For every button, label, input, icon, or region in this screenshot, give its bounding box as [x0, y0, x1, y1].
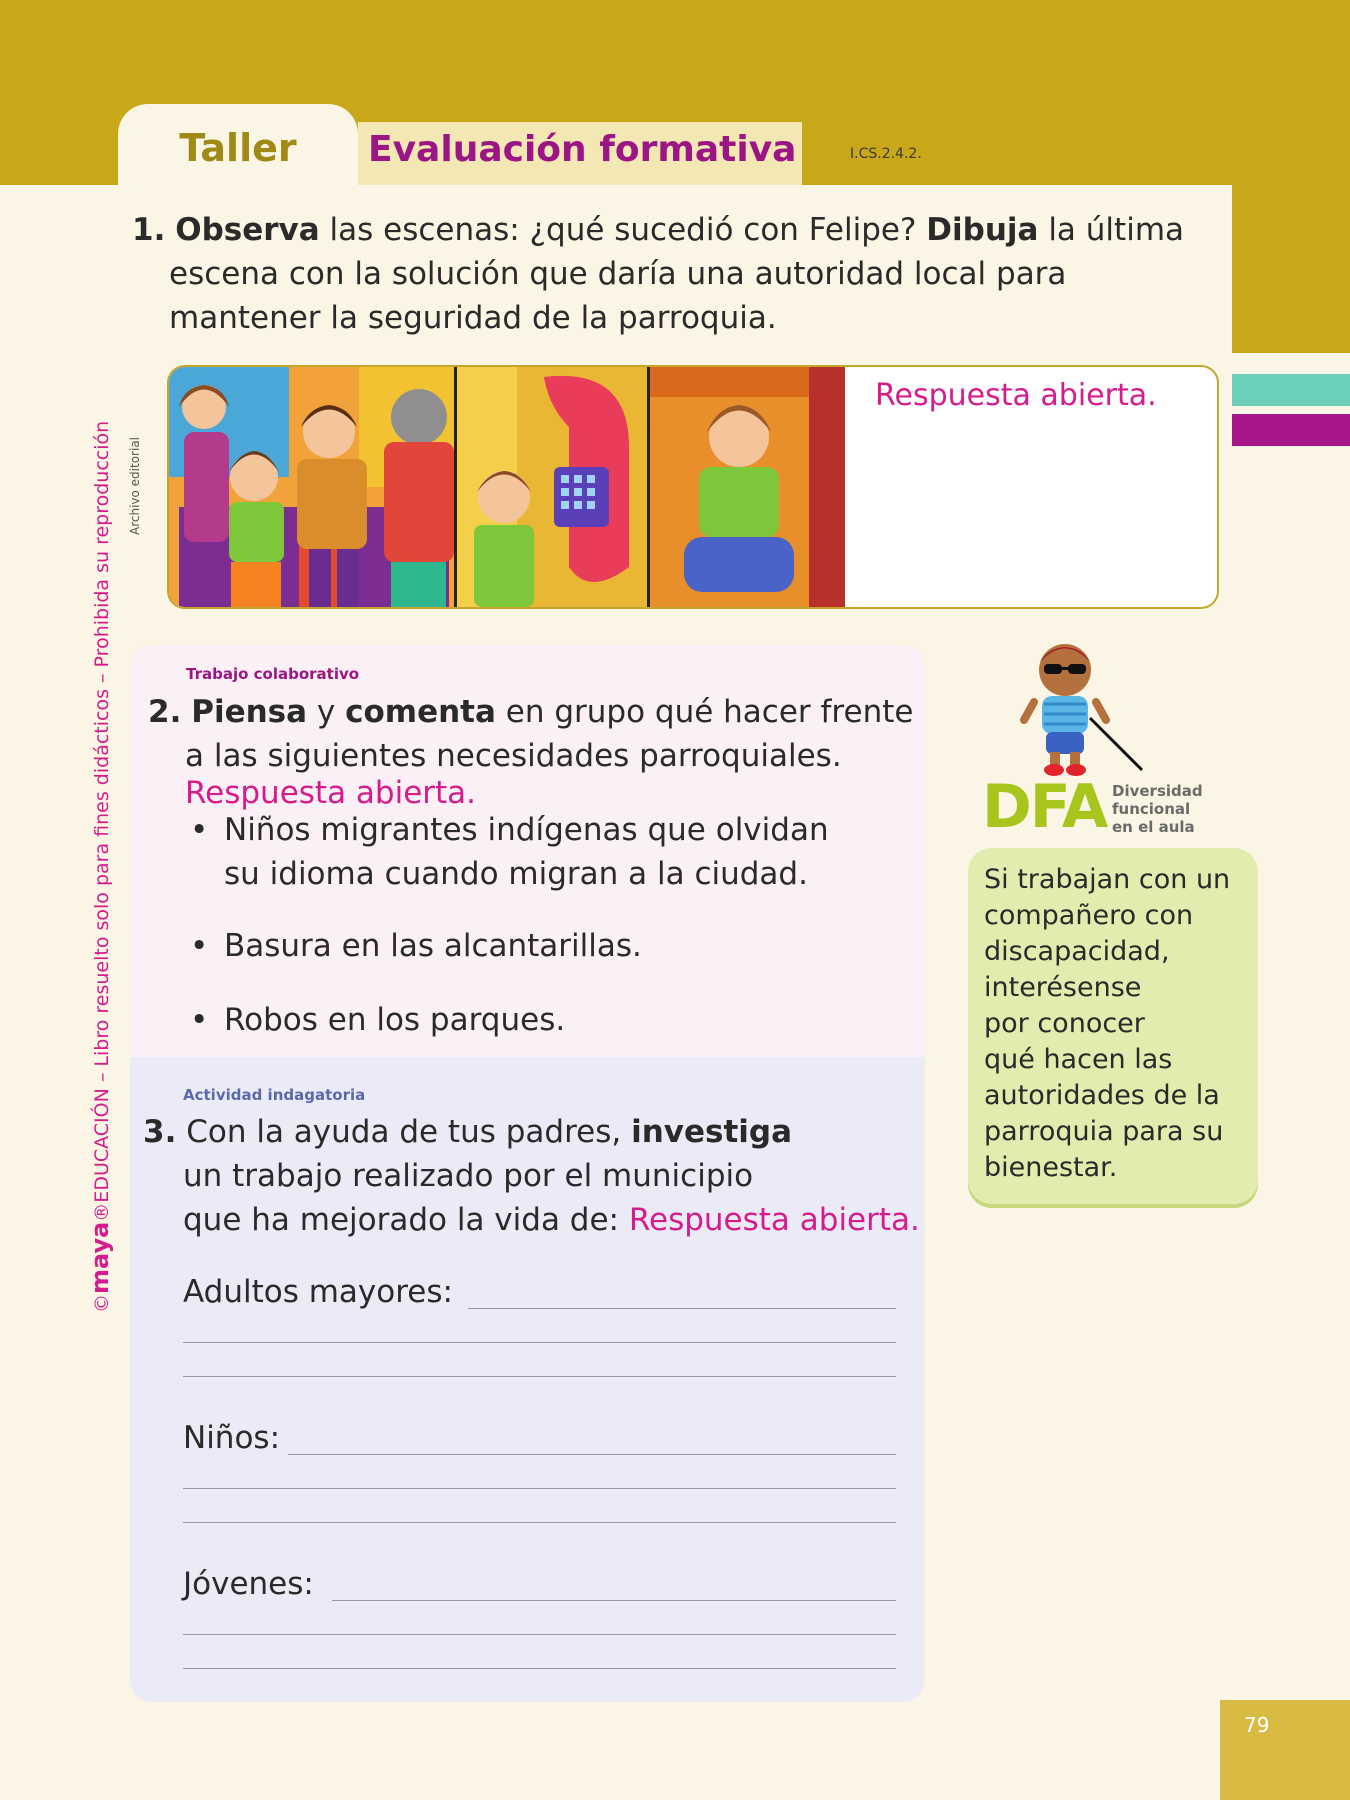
dfa-sub-line: en el aula: [1112, 818, 1195, 836]
dfa-line: Si trabajan con un: [984, 864, 1231, 895]
bullet-item: [190, 924, 890, 968]
answer-line[interactable]: [183, 1342, 896, 1343]
tag-trabajo-colaborativo: Trabajo colaborativo: [186, 665, 360, 683]
dfa-line: por conocer: [984, 1008, 1145, 1039]
dfa-line: qué hacen las: [984, 1044, 1173, 1075]
answer-line[interactable]: [183, 1522, 896, 1523]
q3-text: Con la ayuda de tus padres,: [186, 1114, 632, 1150]
q1-text: las escenas: ¿qué sucedió con Felipe?: [319, 212, 927, 248]
comic-strip-illustration: [167, 365, 851, 609]
verb-piensa: Piensa: [191, 694, 308, 730]
skill-code: I.CS.2.4.2.: [850, 146, 922, 162]
question-number: 3.: [143, 1114, 177, 1150]
dfa-line: compañero con: [984, 900, 1194, 931]
brand-logo-text: maya: [86, 1221, 114, 1294]
open-answer: Respuesta abierta.: [628, 1202, 920, 1238]
verb-dibuja: Dibuja: [926, 212, 1039, 248]
bullet-text: Niños migrantes indígenas que olvidan: [224, 812, 829, 848]
dfa-line: interésense: [984, 972, 1142, 1003]
copyright-text: ®EDUCACIÓN – Libro resuelto solo para fines didácticos – Prohibida su reproducción: [91, 420, 113, 1222]
blind-child-icon: [1010, 640, 1160, 785]
dfa-line: discapacidad,: [984, 936, 1170, 967]
copyright-symbol: ©: [91, 1294, 113, 1313]
answer-line[interactable]: [183, 1376, 896, 1377]
blind-child-illustration: [1010, 640, 1160, 789]
answer-line[interactable]: [332, 1600, 896, 1601]
dfa-sub-line: funcional: [1112, 800, 1191, 818]
teal-tab: [1232, 374, 1350, 406]
verb-observa: Observa: [175, 212, 320, 248]
dfa-subtitle: [1112, 782, 1203, 836]
q2-text: y: [307, 694, 346, 730]
field-label-adultos: Adultos mayores:: [183, 1274, 453, 1310]
bullet-text: Basura en las alcantarillas.: [224, 928, 642, 964]
page-title: Evaluación formativa: [368, 129, 797, 170]
bullet-text: Robos en los parques.: [224, 1002, 566, 1038]
verb-investiga: investiga: [631, 1114, 793, 1150]
right-side-band: [1232, 185, 1350, 353]
q3-line-2: un trabajo realizado por el municipio: [183, 1158, 754, 1194]
magenta-tab: [1232, 414, 1350, 446]
q1-line-2: escena con la solución que daría una autoridad local para: [169, 256, 1067, 292]
answer-line[interactable]: [183, 1634, 896, 1635]
dfa-line: bienestar.: [984, 1152, 1118, 1183]
bullet-item: [190, 808, 890, 896]
dfa-logo: DFA: [982, 772, 1107, 842]
dfa-note-text: [984, 862, 1254, 1186]
q1-line-3: mantener la seguridad de la parroquia.: [169, 300, 777, 336]
tag-actividad-indagatoria: Actividad indagatoria: [183, 1086, 366, 1104]
page-number: 79: [1244, 1713, 1270, 1737]
question-3: [143, 1110, 933, 1242]
bullet-icon: •: [190, 1002, 209, 1038]
page-number-box: [1220, 1700, 1350, 1800]
verb-comenta: comenta: [345, 694, 496, 730]
open-answer: Respuesta abierta.: [875, 378, 1157, 413]
dfa-line: autoridades de la: [984, 1080, 1220, 1111]
q2-line-2: a las siguientes necesidades parroquiales.: [185, 738, 842, 774]
comic-strip-svg: [169, 367, 849, 607]
question-2: [148, 690, 918, 811]
dfa-line: parroquia para su: [984, 1116, 1224, 1147]
answer-line[interactable]: [183, 1488, 896, 1489]
question-1: [132, 208, 1192, 340]
question-number: 2.: [148, 694, 182, 730]
answer-line[interactable]: [288, 1454, 896, 1455]
answer-line[interactable]: [468, 1308, 896, 1309]
dfa-sub-line: Diversidad: [1112, 782, 1203, 800]
taller-label: Taller: [179, 126, 297, 170]
bullet-item: [190, 998, 890, 1042]
open-answer: Respuesta abierta.: [185, 775, 477, 811]
field-label-ninos: Niños:: [183, 1420, 281, 1456]
field-label-jovenes: Jóvenes:: [183, 1566, 314, 1602]
answer-line[interactable]: [183, 1668, 896, 1669]
q2-text-end: en grupo qué hacer frente: [495, 694, 914, 730]
image-credit: Archivo editorial: [128, 436, 142, 535]
bullet-text-cont: su idioma cuando migran a la ciudad.: [224, 856, 808, 892]
question-number: 1.: [132, 212, 166, 248]
q1-text-end: la última: [1038, 212, 1185, 248]
bullet-icon: •: [190, 812, 209, 848]
copyright-notice: [86, 421, 114, 1313]
bullet-icon: •: [190, 928, 209, 964]
q3-line-3: que ha mejorado la vida de:: [183, 1202, 629, 1238]
